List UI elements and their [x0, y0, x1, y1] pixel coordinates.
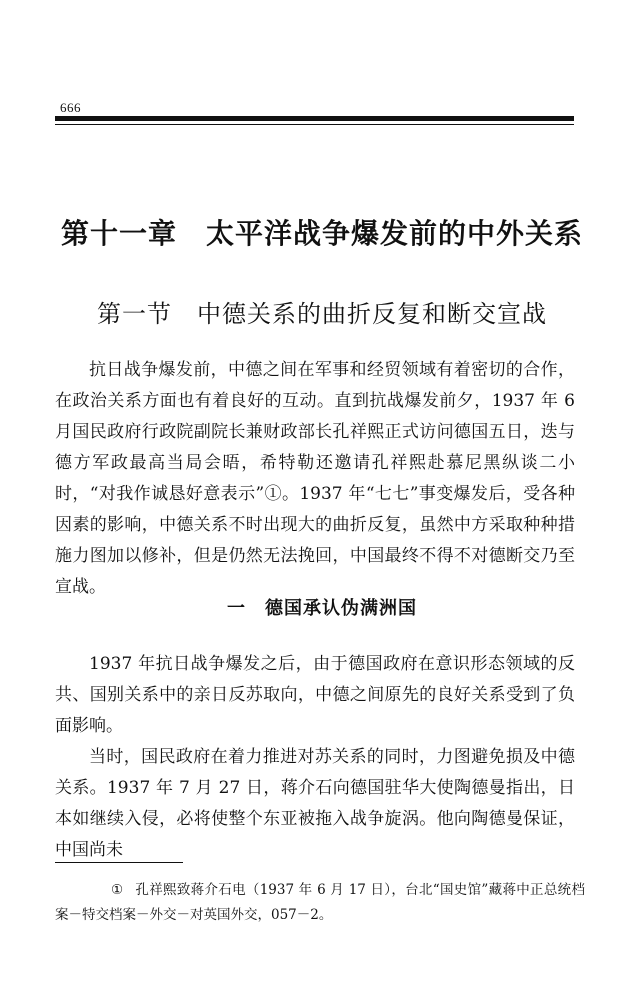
chapter-title: 第十一章 太平洋战争爆发前的中外关系	[60, 217, 583, 250]
header-rule-thick	[55, 116, 574, 121]
paragraph-third: 当时，国民政府在着力推进对苏关系的同时，力图避免损及中德关系。1937 年 7 月 27 日，蒋介石向德国驻华大使陶德曼指出，日本如继续入侵，必将使整个东亚被拖入战争旋涡。他向陶德曼保证，中国尚未	[55, 747, 575, 860]
paragraph-intro: 抗日战争爆发前，中德之间在军事和经贸领域有着密切的合作，在政治关系方面也有着良好的互动。直到抗战爆发前夕，1937 年 6 月国民政府行政院副院长兼财政部长孔祥熙正式访问德国五日，迭与德方军政最高当局会晤，希特勒还邀请孔祥熙赴慕尼黑纵谈二小时，“对我作诚恳好意表示”①。1937 年“七七”事变爆发后，受各种因素的影响，中德关系不时出现大的曲折反复，虽然中方采取种种措施力图加以修补，但是仍然无法挽回，中国最终不得不对德断交乃至宣战。	[55, 360, 575, 597]
subsection-title: 一 德国承认伪满洲国	[227, 598, 417, 619]
page-number: 666	[60, 100, 81, 115]
footnote-rule	[55, 862, 183, 863]
paragraph-second: 1937 年抗日战争爆发之后，由于德国政府在意识形态领域的反共、国别关系中的亲日反苏取向，中德之间原先的良好关系受到了负面影响。	[55, 654, 575, 736]
footnote-mark: ①	[111, 882, 124, 898]
footnote-text: 孔祥熙致蒋介石电（1937 年 6 月 17 日），台北“国史馆”藏蒋中正总统档案－特交档案－外交－对英国外交，057－2。	[55, 882, 585, 923]
header-rule-thin	[55, 124, 574, 125]
section-title: 第一节 中德关系的曲折反复和断交宣战	[97, 300, 547, 328]
footnote	[55, 878, 585, 928]
